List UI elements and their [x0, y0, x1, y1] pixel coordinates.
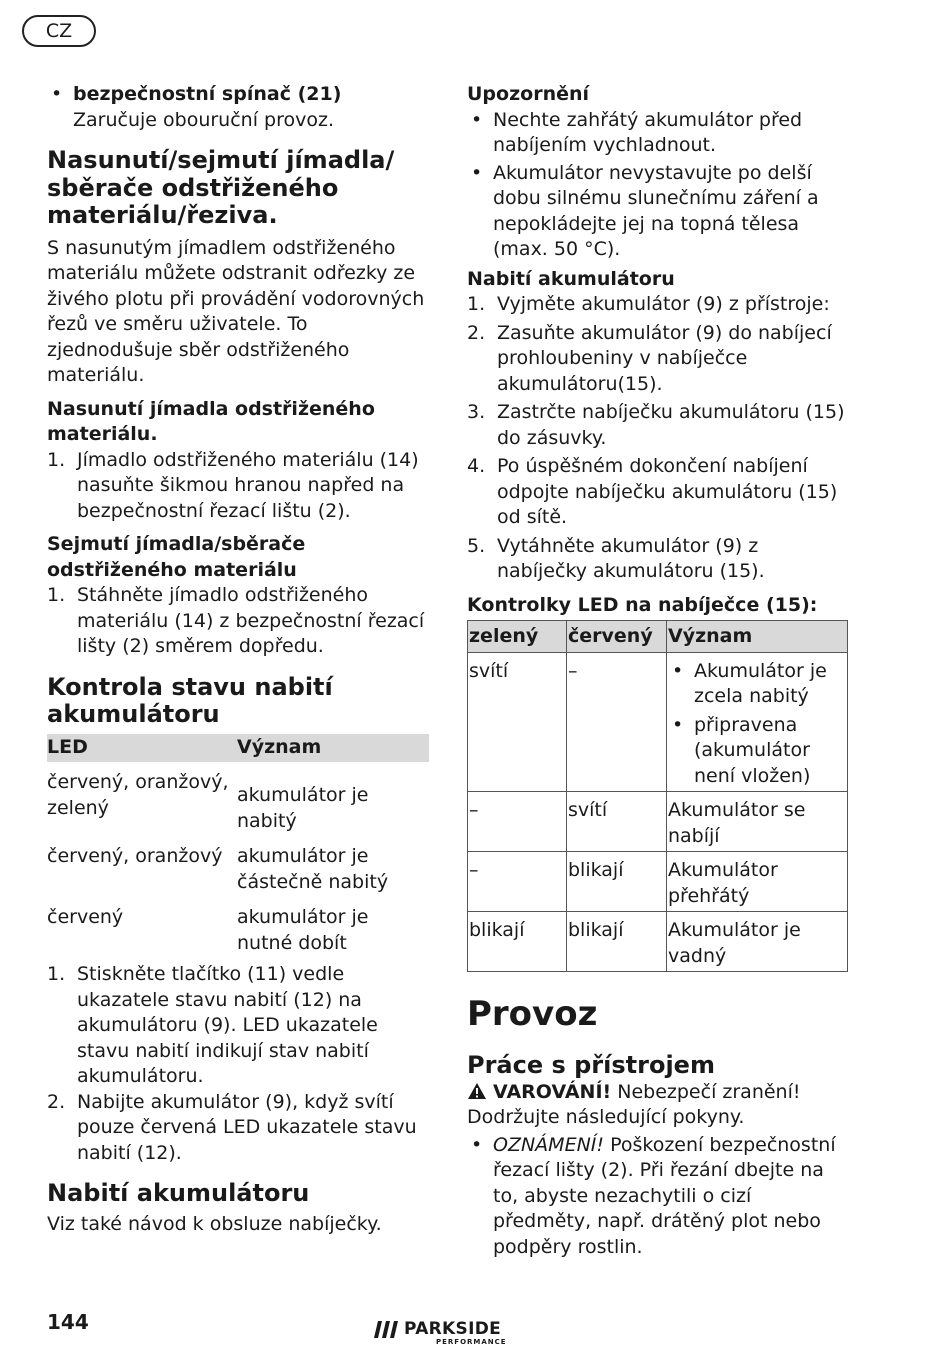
table-cell: –: [468, 852, 567, 912]
table-row: [468, 792, 848, 852]
notice-list: [467, 108, 849, 263]
notice2-list: [467, 1133, 849, 1261]
table-cell: červený, oranžový: [47, 845, 223, 867]
table-cell: akumulátor je nutné dobít: [237, 906, 369, 954]
brand-logo: [374, 1318, 534, 1352]
list-item: 2. Nabijte akumulátor (9), když svítí pouze červená LED ukazatele stavu nabití (12).: [47, 1090, 417, 1164]
remove-collector-subtitle: Sejmutí jímadla/sběrače odstřiženého materiálu: [47, 533, 306, 581]
warning-paragraph: [467, 1080, 849, 1131]
work-title: Práce s přístrojem: [467, 1051, 715, 1079]
table-cell: červený: [47, 906, 124, 928]
list-item: • Akumulátor nevystavujte po delší dobu silnému slunečnímu záření a nepokládejte jej na topná tělesa (max. 50 °C).: [467, 161, 849, 263]
charge-steps-title: Nabití akumulátoru: [467, 267, 675, 290]
logo-stripes-icon: [374, 1321, 398, 1338]
list-item: • Akumulátor je zcela nabitý: [668, 659, 846, 710]
charge-steps: [467, 292, 849, 585]
table-cell: blikají: [567, 912, 667, 972]
brand-subtitle: PERFORMANCE: [436, 1338, 507, 1346]
list-item: 1. Jímadlo odstřiženého materiálu (14) nasuňte šikmou hranou napřed na bezpečnostní řezací lištu (2).: [47, 448, 419, 522]
table-cell: –: [567, 652, 667, 792]
page-number: 144: [47, 1310, 89, 1334]
safety-switch-bullet: [47, 82, 429, 108]
list-item: 1. Vyjměte akumulátor (9) z přístroje:: [467, 293, 830, 315]
section-collector-title: Nasunutí/sejmutí jímadla/ sběrače odstřiženého materiálu/řeziva.: [47, 146, 395, 229]
brand-name: PARKSIDE: [404, 1319, 502, 1339]
charger-led-title: Kontrolky LED na nabíječce (15):: [467, 593, 818, 616]
list-item: 3. Zastrčte nabíječku akumulátoru (15) do zásuvky.: [467, 401, 845, 449]
table-cell: –: [468, 792, 567, 852]
attach-collector-subtitle: Nasunutí jímadla odstřiženého materiálu.: [47, 397, 375, 445]
section-charging-text: Viz také návod k obsluze nabíječky.: [47, 1212, 382, 1235]
list-item: [467, 1133, 849, 1261]
safety-switch-title: bezpečnostní spínač (21): [73, 83, 342, 105]
table-cell: akumulátor je částečně nabitý: [237, 845, 389, 893]
remove-collector-steps: [47, 583, 429, 660]
attach-collector-steps: [47, 448, 429, 525]
left-column: [47, 82, 429, 1237]
warning-label: VAROVÁNÍ!: [493, 1080, 612, 1103]
list-item: 1. Stiskněte tlačítko (11) vedle ukazatele stavu nabití (12) na akumulátoru (9). LED ukazatele stavu nabití indikují stav nabití akumulátoru.: [47, 963, 378, 1087]
table-cell: blikají: [468, 912, 567, 972]
list-item: 5. Vytáhněte akumulátor (9) z nabíječky akumulátoru (15).: [467, 534, 765, 582]
table-cell: [667, 652, 848, 792]
table-header: Význam: [667, 621, 848, 653]
table-cell: Akumulátor se nabíjí: [667, 792, 848, 852]
table-header-row: [468, 621, 848, 653]
table-row: [468, 852, 848, 912]
table-cell: svítí: [468, 652, 567, 792]
table-cell: Akumulátor přehřátý: [667, 852, 848, 912]
table-header: zelený: [468, 621, 567, 653]
list-item: 1. Stáhněte jímadlo odstřiženého materiálu (14) z bezpečnostní řezací lišty (2) směrem dopředu.: [47, 584, 425, 657]
table-header: červený: [567, 621, 667, 653]
safety-switch-text: Zaručuje obouruční provoz.: [73, 108, 334, 131]
battery-led-table: [47, 734, 429, 957]
warning-text: Nebezpečí zranění! Dodržujte následující pokyny.: [467, 1080, 801, 1128]
table-row: [468, 912, 848, 972]
table-header: Význam: [237, 734, 429, 763]
chapter-title: Provoz: [467, 994, 598, 1034]
table-cell: červený, oranžový, zelený: [47, 771, 229, 819]
section-collector-text: S nasunutým jímadlem odstřiženého materiálu můžete odstranit odřezky ze živého plotu při provádění vodorovných řezů ve směru uživatele. To zjednodušuje sběr odstřiženého materiálu.: [47, 236, 425, 386]
charger-led-table: [467, 620, 848, 972]
notice-title: Upozornění: [467, 83, 590, 105]
list-item: • Nechte zahřátý akumulátor před nabíjením vychladnout.: [467, 108, 849, 159]
section-charge-check-title: Kontrola stavu nabití akumulátoru: [47, 672, 333, 728]
table-cell: blikají: [567, 852, 667, 912]
list-item: • připravena (akumulátor není vložen): [668, 713, 846, 790]
table-cell: akumulátor je nabitý: [237, 784, 369, 832]
table-cell: Akumulátor je vadný: [667, 912, 848, 972]
notice2-label: OZNÁMENÍ!: [493, 1133, 605, 1156]
notice2-text: Poškození bezpečnostní řezací lišty (2). Při řezání dbejte na to, abyste nezachytili o cizí předměty, např. drátěný plot nebo podpěry rostlin.: [493, 1133, 836, 1258]
list-item: 2. Zasuňte akumulátor (9) do nabíjecí prohloubeniny v nabíječce akumulátoru(15).: [467, 321, 832, 395]
language-badge: CZ: [22, 15, 96, 47]
warning-icon: [467, 1082, 487, 1100]
section-charging-title: Nabití akumulátoru: [47, 1179, 310, 1207]
table-row: [468, 652, 848, 792]
charge-check-steps: [47, 962, 429, 1166]
right-column: [467, 82, 849, 1260]
table-cell: svítí: [567, 792, 667, 852]
list-item: 4. Po úspěšném dokončení nabíjení odpojte nabíječku akumulátoru (15) od sítě.: [467, 455, 838, 528]
table-header: LED: [47, 734, 237, 763]
